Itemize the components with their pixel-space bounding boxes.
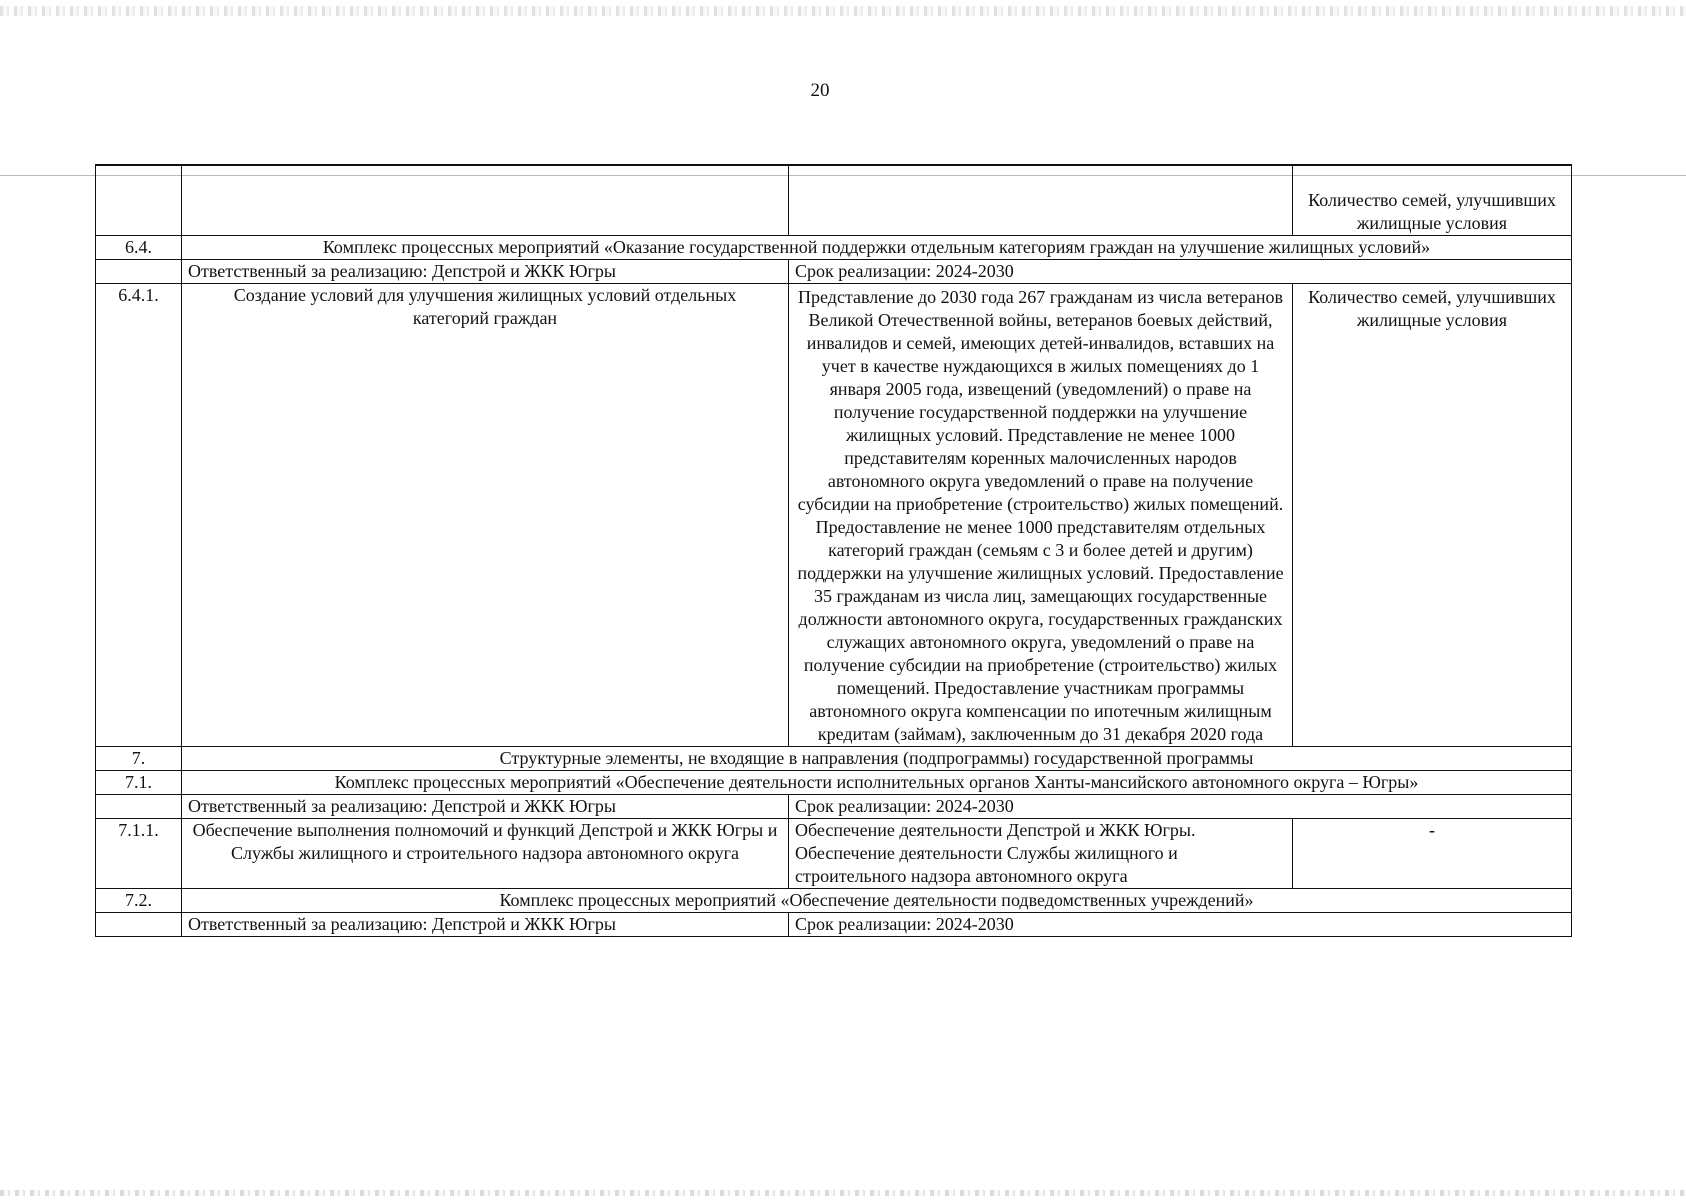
responsible-label: Ответственный за реализацию: Депстрой и ЖКК Югры: [182, 794, 789, 818]
term-label: Срок реализации: 2024-2030: [789, 794, 1572, 818]
row-number: 7.: [96, 746, 182, 770]
responsible-label: Ответственный за реализацию: Депстрой и ЖКК Югры: [182, 912, 789, 936]
indicator-cell: Количество семей, улучшивших жилищные условия: [1293, 283, 1572, 746]
table-row-continuation: [96, 165, 1572, 235]
indicator-cell: Количество семей, улучшивших жилищные условия: [1293, 165, 1572, 235]
row-number: 6.4.1.: [96, 283, 182, 746]
description-cell: Обеспечение деятельности Депстрой и ЖКК Югры. Обеспечение деятельности Службы жилищного и строительного надзора автономного округа: [789, 818, 1293, 888]
term-label: Срок реализации: 2024-2030: [789, 259, 1572, 283]
section-title: Структурные элементы, не входящие в направления (подпрограммы) государственной программы: [182, 746, 1572, 770]
row-number: 7.1.1.: [96, 818, 182, 888]
section-title: Комплекс процессных мероприятий «Обеспечение деятельности подведомственных учреждений»: [182, 888, 1572, 912]
table-row-7-1-1: [96, 818, 1572, 888]
row-number: 7.1.: [96, 770, 182, 794]
table-row-responsible-6-4: [96, 259, 1572, 283]
cell-empty: [96, 165, 182, 235]
task-cell: Создание условий для улучшения жилищных условий отдельных категорий граждан: [182, 283, 789, 746]
cell-empty: [96, 912, 182, 936]
cell-empty: [789, 165, 1293, 235]
row-number: 6.4.: [96, 235, 182, 259]
table-row-responsible-7-2: [96, 912, 1572, 936]
cell-empty: [96, 794, 182, 818]
table-row-responsible-7-1: [96, 794, 1572, 818]
section-title: Комплекс процессных мероприятий «Обеспечение деятельности исполнительных органов Ханты-мансийского автономного округа – Югры»: [182, 770, 1572, 794]
cell-empty: [182, 165, 789, 235]
table-row-section-7-1: [96, 770, 1572, 794]
page-number: 20: [810, 80, 830, 101]
task-cell: Обеспечение выполнения полномочий и функций Депстрой и ЖКК Югры и Службы жилищного и строительного надзора автономного округа: [182, 818, 789, 888]
section-title: Комплекс процессных мероприятий «Оказание государственной поддержки отдельным категориям граждан на улучшение жилищных условий»: [182, 235, 1572, 259]
description-cell: Представление до 2030 года 267 гражданам из числа ветеранов Великой Отечественной войны, ветеранов боевых действий, инвалидов и семей, имеющих детей-инвалидов, вставших на учет в качестве нуждающихся в жилых помещениях до 1 января 2005 года, извещений (уведомлений) о праве на получение государственной поддержки на улучшение жилищных условий. Представление не менее 1000 представителям коренных малочисленных народов автономного округа уведомлений о праве на получение субсидии на приобретение (строительство) жилых помещений. Предоставление не менее 1000 представителям отдельных категорий граждан (семьям с 3 и более детей и другим) поддержки на улучшение жилищных условий. Предоставление 35 гражданам из числа лиц, замещающих государственные должности автономного округа, государственных гражданских служащих автономного округа, уведомлений о праве на получение субсидии на приобретение (строительство) жилых помещений. Предоставление участникам программы автономного округа компенсации по ипотечным жилищным кредитам (займам), заключенным до 31 декабря 2020 года: [789, 283, 1293, 746]
scan-edge-top: [0, 6, 1686, 16]
row-number: 7.2.: [96, 888, 182, 912]
scan-edge-bottom: [0, 1190, 1686, 1196]
indicator-cell: -: [1293, 818, 1572, 888]
table-row-section-7: [96, 746, 1572, 770]
responsible-label: Ответственный за реализацию: Депстрой и ЖКК Югры: [182, 259, 789, 283]
table-row-section-7-2: [96, 888, 1572, 912]
term-label: Срок реализации: 2024-2030: [789, 912, 1572, 936]
table-row-6-4-1: [96, 283, 1572, 746]
table-row-section-6-4: [96, 235, 1572, 259]
cell-empty: [96, 259, 182, 283]
program-table: [95, 164, 1572, 937]
